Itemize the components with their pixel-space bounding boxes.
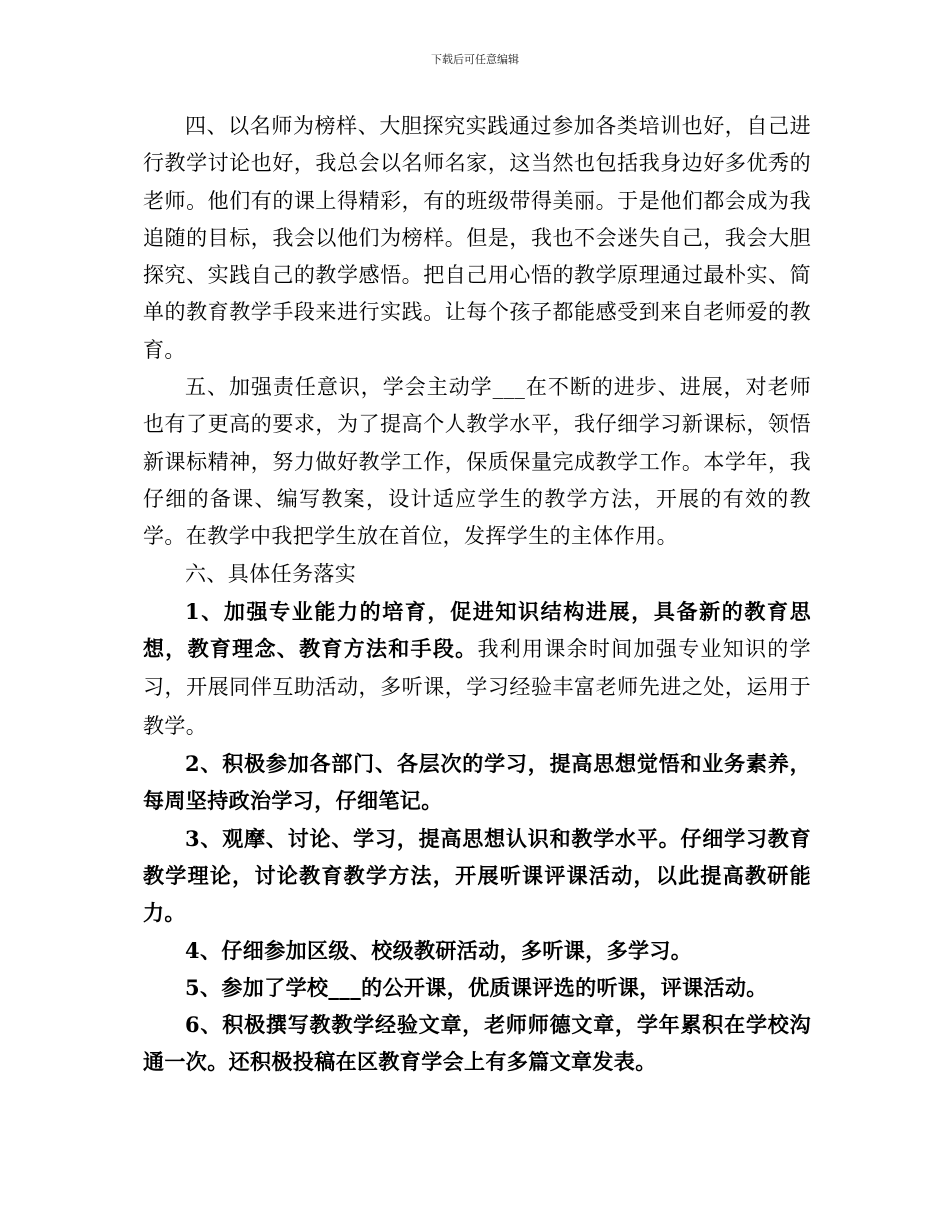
task-item-2: 2、积极参加各部门、各层次的学习，提高思想觉悟和业务素养，每周坚持政治学习，仔细笔记。 (143, 751, 811, 814)
task-item-1 (143, 593, 811, 745)
page-header: 下载后可任意编辑 (431, 53, 519, 66)
task-item-1-detail: 我利用课余时间加强专业知识的学习，开展同伴互助活动，多听课，学习经验丰富老师先进之处，运用于教学。 (143, 637, 812, 738)
paragraph-role-models: 四、以名师为榜样、大胆探究实践通过参加各类培训也好，自己进行教学讨论也好，我总会以名师名家，这当然也包括我身边好多优秀的老师。他们有的课上得精彩，有的班级带得美丽。于是他们都会成为我追随的目标，我会以他们为榜样。但是，我也不会迷失自己，我会大胆探究、实践自己的教学感悟。把自己用心悟的教学原理通过最朴实、简单的教育教学手段来进行实践。让每个孩子都能感受到来自老师爱的教育。 (143, 114, 811, 362)
task-item-6: 6、积极撰写教教学经验文章，老师师德文章，学年累积在学校沟通一次。还积极投稿在区教育学会上有多篇文章发表。 (143, 1012, 811, 1075)
paragraph-responsibility: 五、加强责任意识，学会主动学___在不断的进步、进展，对老师也有了更高的要求，为了提高个人教学水平，我仔细学习新课标，领悟新课标精神，努力做好教学工作，保质保量完成教学工作。本学年，我仔细的备课、编写教案，设计适应学生的教学方法，开展的有效的教学。在教学中我把学生放在首位，发挥学生的主体作用。 (143, 375, 811, 549)
task-item-5: 5、参加了学校___的公开课，优质课评选的听课，评课活动。 (185, 974, 768, 1000)
task-item-4: 4、仔细参加区级、校级教研活动，多听课，多学习。 (185, 937, 693, 963)
task-item-1-bold: 1、加强专业能力的培育，促进知识结构进展，具备新的教育思想，教育理念、教育方法和手段。 (143, 598, 811, 662)
task-item-3: 3、观摩、讨论、学习，提高思想认识和教学水平。仔细学习教育教学理论，讨论教育教学方法，开展听课评课活动，以此提高教研能力。 (143, 825, 811, 926)
document-body (143, 108, 811, 1081)
section-heading-tasks: 六、具体任务落实 (185, 561, 357, 586)
